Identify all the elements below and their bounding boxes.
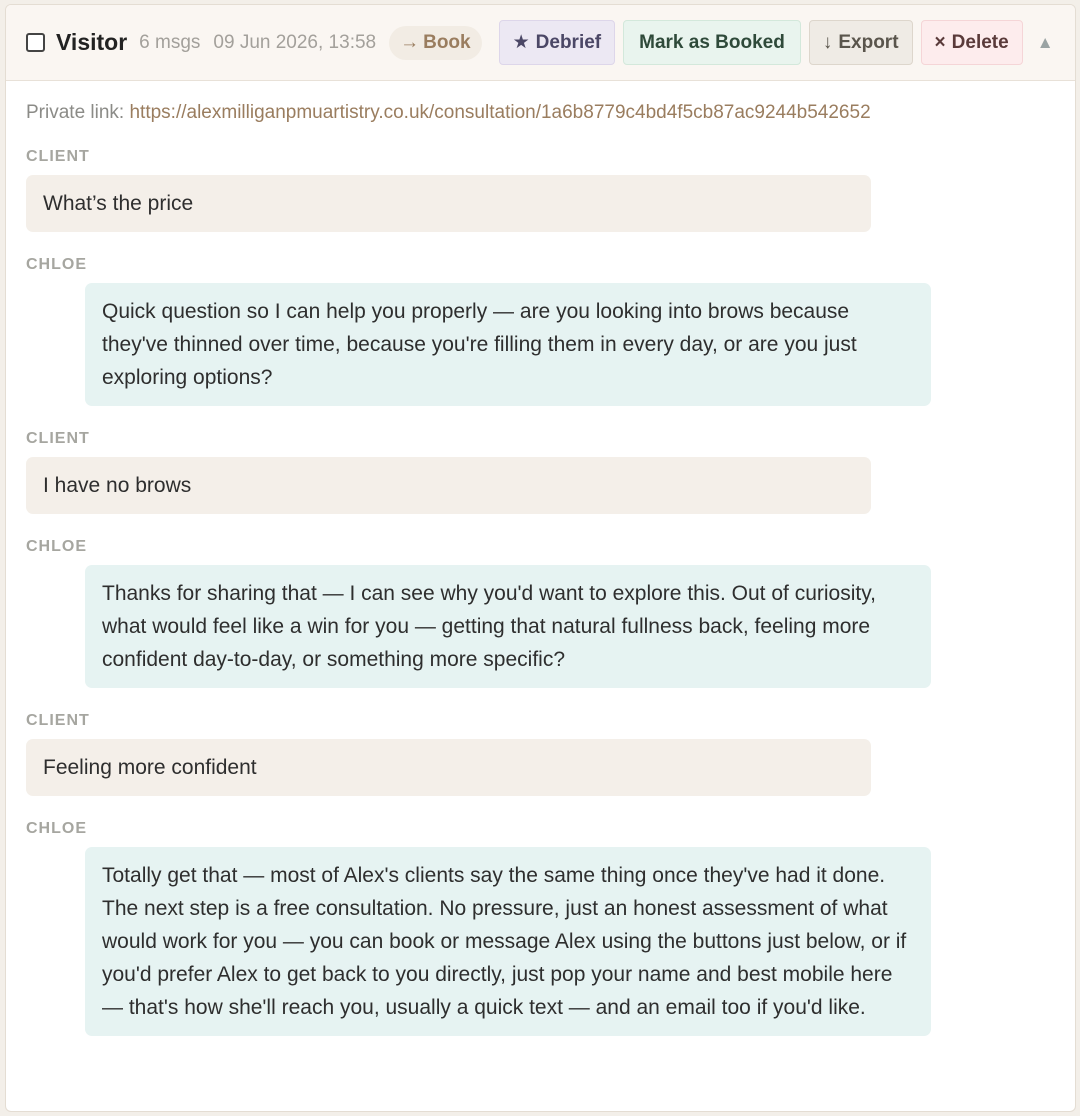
client-message: What’s the price: [26, 175, 871, 232]
conversation-card: [5, 4, 1076, 1112]
delete-label: Delete: [951, 31, 1009, 53]
client-message: Feeling more confident: [26, 739, 871, 796]
message-role-label: CLIENT: [26, 430, 90, 447]
message-role-label: CLIENT: [26, 712, 90, 729]
collapse-icon[interactable]: ▲: [1036, 32, 1054, 52]
client-message: I have no brows: [26, 457, 871, 514]
debrief-button[interactable]: [499, 20, 616, 65]
delete-button[interactable]: [921, 20, 1023, 65]
chloe-message: Thanks for sharing that — I can see why you'd want to explore this. Out of curiosity, what would feel like a win for you — getting that natural fullness back, feeling more confident day-to-day, or something more specific?: [85, 565, 931, 688]
book-label: Book: [423, 31, 471, 53]
timestamp: 09 Jun 2026, 13:58: [213, 31, 377, 53]
private-link-url[interactable]: https://alexmilliganpmuartistry.co.uk/consultation/1a6b8779c4bd4f5cb87ac9244b542652: [129, 102, 871, 123]
message-role-label: CHLOE: [26, 256, 87, 273]
mark-as-booked-button[interactable]: [623, 20, 801, 65]
arrow-right-icon: →: [400, 31, 420, 53]
book-button[interactable]: [389, 26, 482, 60]
export-button[interactable]: [809, 20, 913, 65]
private-link-row: [26, 102, 1055, 124]
message-count: 6 msgs: [139, 31, 201, 53]
export-label: Export: [838, 31, 899, 53]
star-icon: ★: [512, 32, 530, 53]
conversation-body: [6, 102, 1075, 1036]
debrief-label: Debrief: [535, 31, 602, 53]
chloe-message: Totally get that — most of Alex's clients say the same thing once they've had it done. The next step is a free consultation. No pressure, just an honest assessment of what would work for you — you can book or message Alex using the buttons just below, or if you'd prefer Alex to get back to you directly, just pop your name and best mobile here — that's how she'll reach you, usually a quick text — and an email too if you'd like.: [85, 847, 931, 1036]
chloe-message: Quick question so I can help you properly — are you looking into brows because they've thinned over time, because you're filling them in every day, or are you just exploring options?: [85, 283, 931, 406]
private-link-label: Private link:: [26, 102, 125, 123]
message-role-label: CHLOE: [26, 820, 87, 837]
select-checkbox[interactable]: [26, 33, 45, 52]
arrow-down-icon: ↓: [822, 31, 833, 53]
message-role-label: CLIENT: [26, 148, 90, 165]
conversation-header: [6, 5, 1075, 81]
visitor-name: Visitor: [56, 29, 128, 55]
message-role-label: CHLOE: [26, 538, 87, 555]
close-icon: ×: [934, 31, 946, 53]
mark-as-booked-label: Mark as Booked: [639, 31, 785, 53]
